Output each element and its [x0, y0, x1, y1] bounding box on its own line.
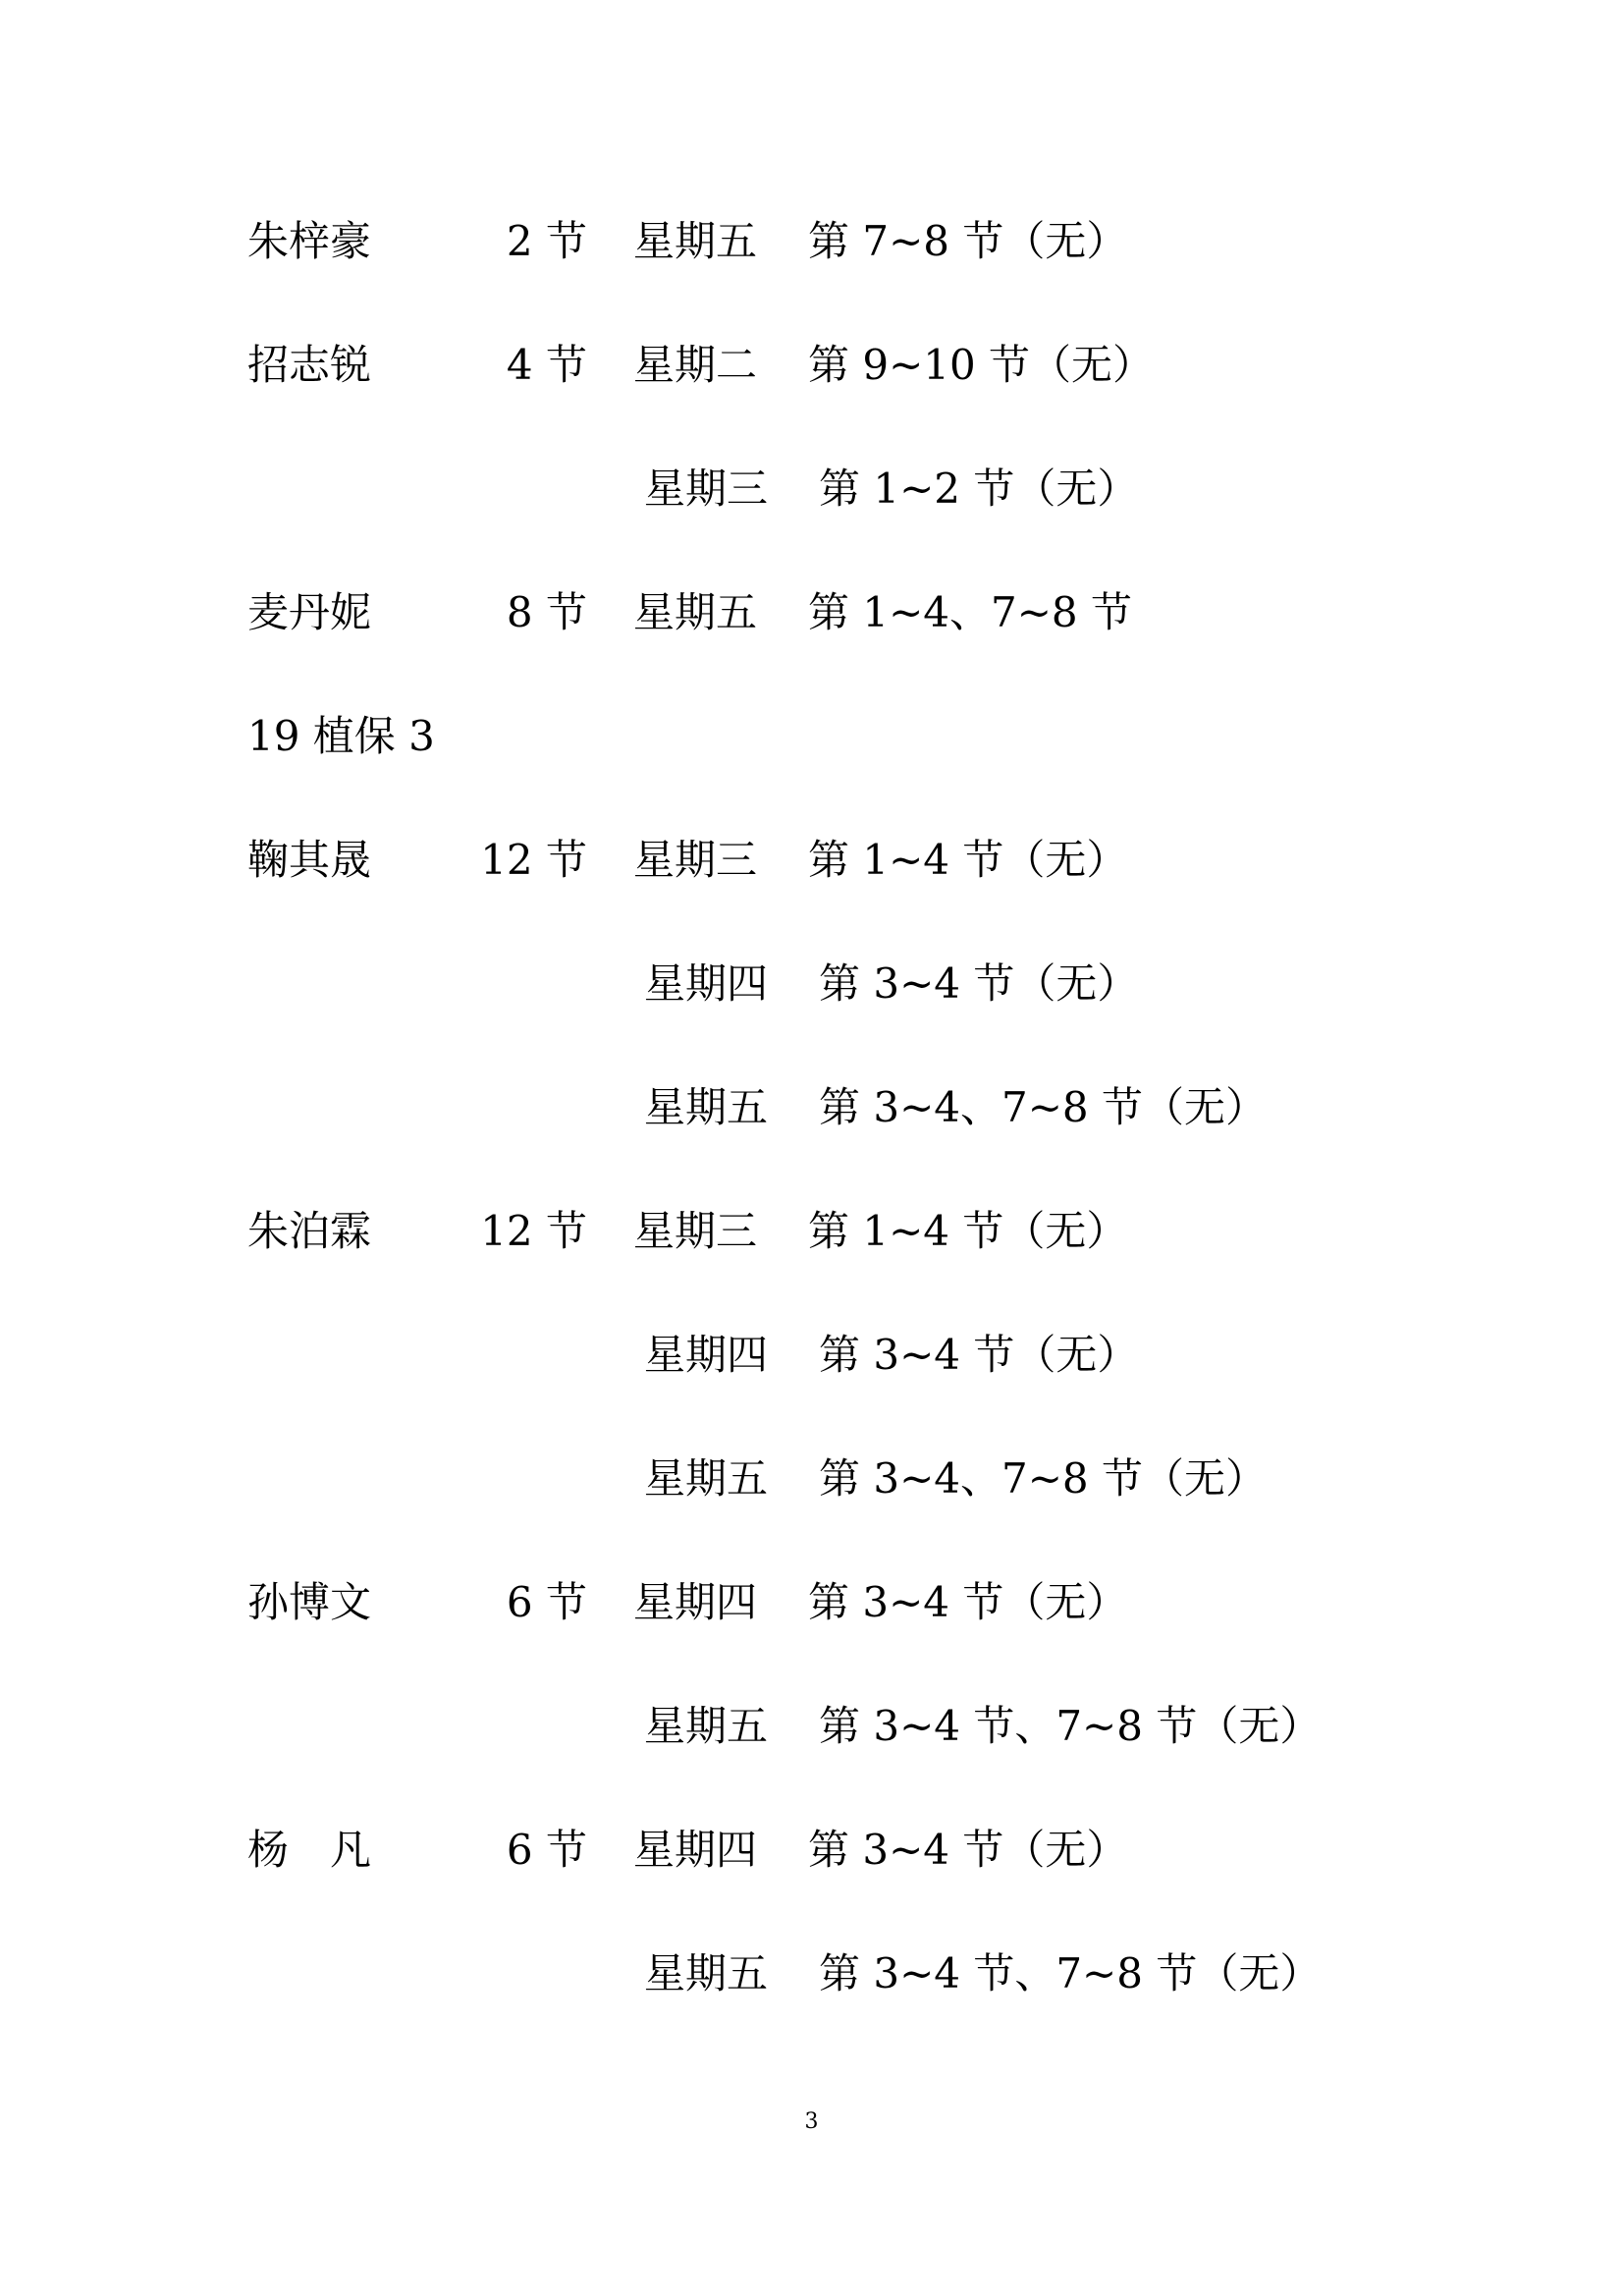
- weekday: 星期四: [644, 1331, 769, 1379]
- student-name: 朱梓豪: [247, 217, 372, 265]
- class-period: 第 3~4 节、7~8 节（无）: [819, 1702, 1322, 1750]
- weekday: 星期三: [633, 836, 758, 884]
- class-period: 第 3~4、7~8 节（无）: [819, 1083, 1267, 1131]
- class-period: 第 3~4 节（无）: [819, 959, 1139, 1008]
- absence-hours: 4 节: [506, 341, 587, 389]
- weekday: 星期四: [633, 1826, 758, 1874]
- student-name: 鞠其晟: [247, 836, 372, 884]
- class-period: 第 7~8 节（无）: [808, 217, 1128, 265]
- absence-hours: 2 节: [506, 217, 587, 265]
- absence-hours: 6 节: [506, 1826, 587, 1874]
- weekday: 星期二: [633, 341, 758, 389]
- weekday: 星期四: [633, 1578, 758, 1626]
- weekday: 星期四: [644, 959, 769, 1008]
- page-number: 3: [804, 2109, 819, 2134]
- student-name: 孙博文: [247, 1578, 372, 1626]
- class-period: 第 3~4、7~8 节（无）: [819, 1454, 1267, 1503]
- class-period: 第 1~2 节（无）: [819, 465, 1139, 513]
- weekday: 星期三: [633, 1207, 758, 1255]
- class-period: 第 3~4 节、7~8 节（无）: [819, 1949, 1322, 1997]
- class-period: 第 1~4 节（无）: [808, 836, 1128, 884]
- class-period: 第 9~10 节（无）: [808, 341, 1155, 389]
- student-name: 招志锐: [247, 341, 372, 389]
- class-heading: 19 植保 3: [247, 712, 435, 760]
- class-period: 第 3~4 节（无）: [808, 1826, 1128, 1874]
- student-name: 杨 凡: [247, 1826, 372, 1874]
- weekday: 星期五: [644, 1702, 769, 1750]
- weekday: 星期五: [644, 1949, 769, 1997]
- student-name: 麦丹妮: [247, 588, 372, 636]
- class-period: 第 1~4、7~8 节: [808, 588, 1132, 636]
- weekday: 星期五: [644, 1083, 769, 1131]
- absence-hours: 6 节: [506, 1578, 587, 1626]
- weekday: 星期五: [633, 588, 758, 636]
- absence-hours: 12 节: [480, 836, 587, 884]
- weekday: 星期三: [644, 465, 769, 513]
- weekday: 星期五: [644, 1454, 769, 1503]
- weekday: 星期五: [633, 217, 758, 265]
- class-period: 第 3~4 节（无）: [808, 1578, 1128, 1626]
- absence-hours: 8 节: [506, 588, 587, 636]
- class-period: 第 3~4 节（无）: [819, 1331, 1139, 1379]
- student-name: 朱泊霖: [247, 1207, 372, 1255]
- class-period: 第 1~4 节（无）: [808, 1207, 1128, 1255]
- absence-hours: 12 节: [480, 1207, 587, 1255]
